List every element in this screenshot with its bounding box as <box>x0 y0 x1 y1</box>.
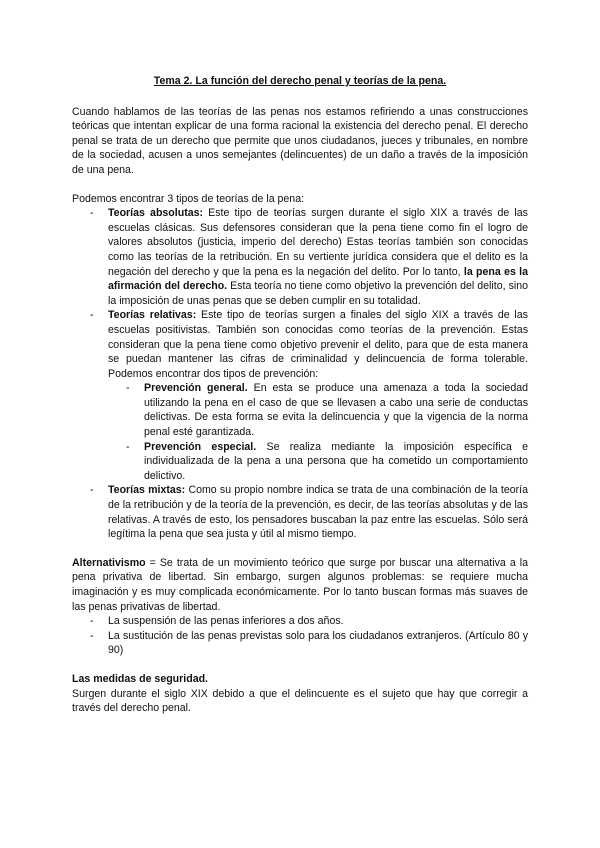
absolutas-text-1: Este tipo de teorías surgen durante el siglo XIX a través de las escuelas clásicas. Sus defensores consideran que la pena tiene como fin el logro de valores absolutos (justicia, imperio del derecho) Estas teorías también son conocidas como las teorías de la retribución. En su vertiente jurídica considera que el delito es la negación del derecho y que la pena es la negación del delito. Por lo tanto, <box>108 207 528 278</box>
alternativismo-paragraph <box>72 556 528 614</box>
alternativismo-text: = Se trata de un movimiento teórico que surge por buscar una alternativa a la pena privativa de libertad. Sin embargo, surgen algunos problemas: se requiere mucha imaginación y es muy complicada económicamente. Por lo tanto buscan formas más suaves de las penas privativas de libertad. <box>72 556 528 613</box>
especial-text: Se realiza mediante la imposición específica e individualizada de la pena a una persona que ha cometido un comportamiento delictivo. <box>144 440 528 482</box>
medidas-paragraph: Surgen durante el siglo XIX debido a que el delincuente es el sujeto que hay que corregir a través del derecho penal. <box>72 687 528 715</box>
intro-paragraph: Cuando hablamos de las teorías de las penas nos estamos refiriendo a unas construcciones teóricas que intentan explicar de una forma racional la existencia del derecho penal. El derecho penal se trata de un derecho que permite que unos ciudadanos, jueces y tribunales, en nombre de la sociedad, acusen a unos semejantes (delincuentes) de un daño a través de la imposición de una pena. <box>72 105 528 176</box>
term-alternativismo: Alternativismo <box>72 556 146 569</box>
term-absolutas: Teorías absolutas: <box>108 207 204 220</box>
list-item <box>72 629 528 658</box>
types-intro: Podemos encontrar 3 tipos de teorías de la pena: <box>72 192 305 205</box>
mixtas-text: Como su propio nombre indica se trata de una combinación de la teoría de la retribución y de la teoría de la prevención, es decir, de las teorías absolutas y de las relativas. A través de esto, los pensadores buscaban la paz entre las escuelas. Sólo será legítima la pena que sea justa y útil al mismo tiempo. <box>108 484 528 541</box>
bullet-dash: - <box>90 615 94 628</box>
term-relativas: Teorías relativas: <box>108 309 197 322</box>
bullet-dash: - <box>90 207 94 220</box>
document-title: Tema 2. La función del derecho penal y teorías de la pena. <box>153 75 447 87</box>
alternativismo-list <box>72 614 528 658</box>
list-item-mixtas <box>72 483 528 541</box>
bullet-dash: - <box>90 309 94 322</box>
relativas-text: Este tipo de teorías surgen a finales del siglo XIX a través de las escuelas positivistas. También son conocidas como teorías de la prevención. Estas consideran que la pena tiene como objetivo prevenir el delito, para que de esta manera se puedan mantener las cifras de criminalidad y delincuencia de forma tolerable. Podemos encontrar dos tipos de prevención: <box>108 309 528 380</box>
bullet-dash: - <box>90 629 94 642</box>
list-item <box>72 614 528 629</box>
term-mixtas: Teorías mixtas: <box>108 484 186 497</box>
bullet-dash: - <box>126 382 130 395</box>
absolutas-bold: la pena es la afirmación del derecho. <box>108 265 528 293</box>
list-item-text: La suspensión de las penas inferiores a dos años. <box>108 615 344 628</box>
list-item-text: La sustitución de las penas previstas solo para los ciudadanos extranjeros. (Artículo 80 y 90) <box>108 629 528 657</box>
document-page <box>72 74 528 716</box>
list-item-especial <box>108 440 528 484</box>
medidas-heading <box>72 672 528 687</box>
list-item-absolutas <box>72 206 528 308</box>
list-item-general <box>108 381 528 439</box>
bullet-dash: - <box>126 440 130 453</box>
general-text: En esta se produce una amenaza a toda la sociedad utilizando la pena en el caso de que se llevasen a cabo una serie de conductas delictivas. De esta forma se evita la delincuencia y que la vigencia de la norma penal esté garantizada. <box>144 382 528 439</box>
medidas-heading-text: Las medidas de seguridad. <box>72 672 208 685</box>
theory-list <box>72 206 528 542</box>
bullet-dash: - <box>90 484 94 497</box>
term-especial: Prevención especial. <box>144 440 257 453</box>
term-general: Prevención general. <box>144 382 248 395</box>
list-item-relativas <box>72 308 528 483</box>
absolutas-text-3: Esta teoría no tiene como objetivo la prevención del delito, sino la imposición de unas penas que se deben cumplir en su totalidad. <box>108 280 529 307</box>
prevention-list <box>108 381 528 483</box>
